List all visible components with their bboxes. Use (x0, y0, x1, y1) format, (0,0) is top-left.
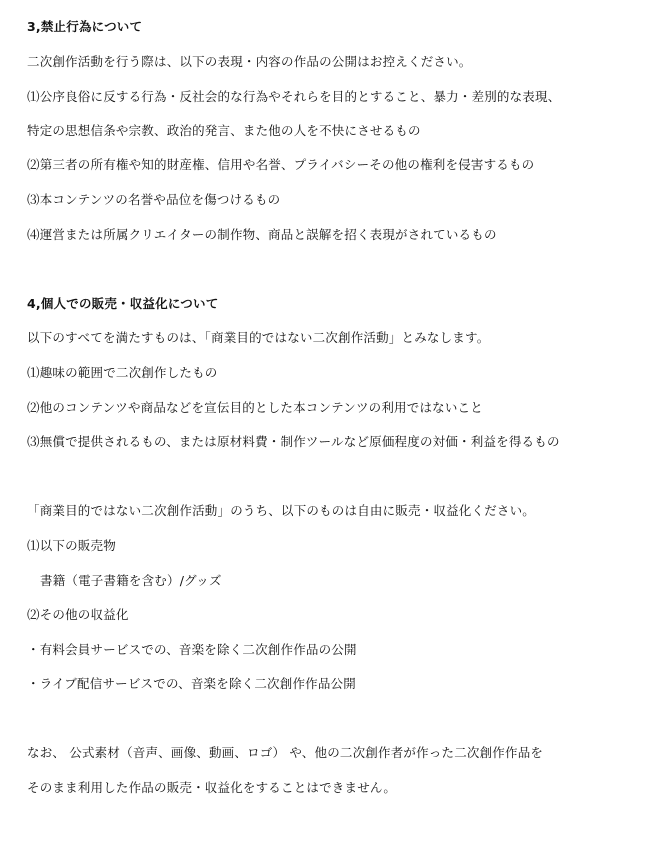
prohibited-item-1-continued: 特定の思想信条や宗教、政治的発言、また他の人を不快にさせるもの (27, 123, 421, 138)
permitted-item-1-label: ⑴以下の販売物 (27, 538, 116, 553)
section-4-intro: 以下のすべてを満たすものは、「商業目的ではない二次創作活動」とみなします。 (27, 330, 490, 345)
permitted-intro: 「商業目的ではない二次創作活動」のうち、以下のものは自由に販売・収益化ください。 (27, 503, 536, 518)
prohibited-item-3: ⑶本コンテンツの名誉や品位を傷つけるもの (27, 192, 281, 207)
permitted-bullet-2: ・ライブ配信サービスでの、音楽を除く二次創作作品公開 (27, 676, 356, 691)
permitted-bullet-1: ・有料会員サービスでの、音楽を除く二次創作作品の公開 (27, 642, 357, 657)
permitted-item-2-label: ⑵その他の収益化 (27, 607, 129, 622)
note-line-1: なお、 公式素材（音声、画像、動画、ロゴ） や、他の二次創作者が作った二次創作作品を (27, 745, 544, 760)
prohibited-item-4: ⑷運営または所属クリエイターの制作物、商品と誤解を招く表現がされているもの (27, 227, 497, 242)
note-line-2: そのまま利用した作品の販売・収益化をすることはできません。 (27, 780, 397, 795)
section-3-heading: 3,禁止行為について (27, 19, 143, 34)
condition-item-3: ⑶無償で提供されるもの、または原材料費・制作ツールなど原価程度の対価・利益を得るもの (27, 434, 560, 449)
prohibited-item-1: ⑴公序良俗に反する行為・反社会的な行為やそれらを目的とすること、暴力・差別的な表現、 (27, 89, 561, 104)
condition-item-1: ⑴趣味の範囲で二次創作したもの (27, 365, 218, 380)
section-3-intro: 二次創作活動を行う際は、以下の表現・内容の作品の公開はお控えください。 (27, 54, 472, 69)
prohibited-item-2: ⑵第三者の所有権や知的財産権、信用や名誉、プライバシーその他の権利を侵害するもの (27, 157, 535, 172)
section-4-heading: 4,個人での販売・収益化について (27, 296, 219, 311)
permitted-item-1-detail: 書籍（電子書籍を含む）/グッズ (40, 573, 222, 588)
condition-item-2: ⑵他のコンテンツや商品などを宣伝目的とした本コンテンツの利用ではないこと (27, 400, 483, 415)
